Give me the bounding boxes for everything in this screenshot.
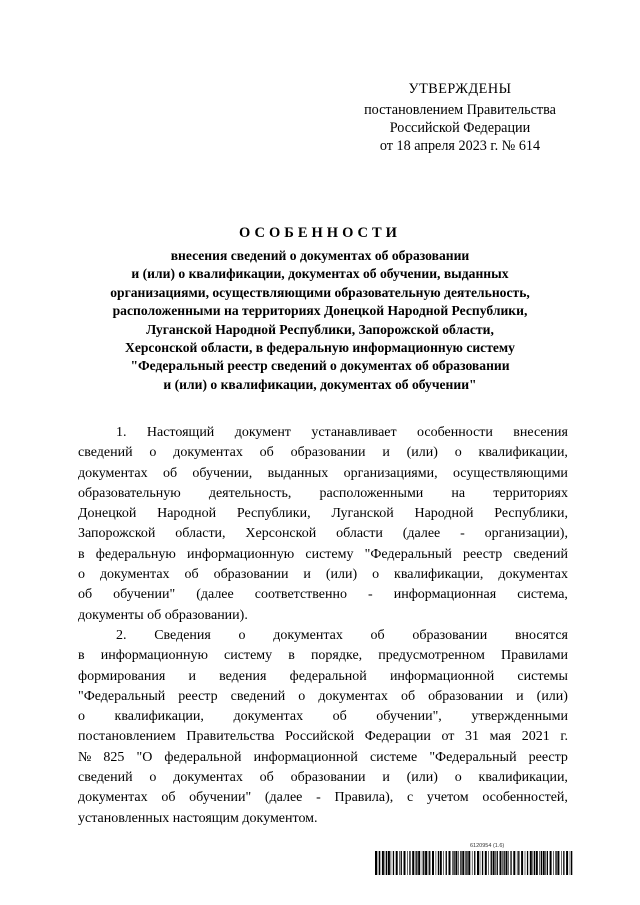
subtitle-line: расположенными на территориях Донецкой Народной Республики, <box>112 303 528 319</box>
paragraph-line: 1. Настоящий документ устанавливает особенности внесения <box>116 425 568 440</box>
subtitle-line: Луганской Народной Республики, Запорожской области, <box>146 321 494 337</box>
paragraph-line: в информационную систему в порядке, предусмотренном Правилами <box>78 648 568 664</box>
paragraph-line: образовательную деятельность, расположенными на территориях <box>78 485 568 501</box>
paragraph-line: Запорожской области, Херсонской области (далее - организации), <box>78 526 568 542</box>
approval-heading: УТВЕРЖДЕНЫ <box>408 81 512 97</box>
subtitle-line: Херсонской области, в федеральную информационную систему <box>125 340 515 356</box>
paragraph-line: документы об образовании). <box>78 607 248 623</box>
paragraph-line: постановлением Правительства Российской Федерации от 31 мая 2021 г. <box>78 729 568 745</box>
paragraph-line: № 825 "О федеральной информационной системе "Федеральный реестр <box>78 749 568 765</box>
document-code: 6120954 (1.6) <box>470 843 505 849</box>
paragraph-line: документах об обучении" (далее - Правила), с учетом особенностей, <box>78 790 568 806</box>
paragraph-line: в федеральную информационную систему "Федеральный реестр сведений <box>78 546 568 562</box>
approval-block <box>330 80 590 155</box>
subtitle-line: внесения сведений о документах об образовании <box>170 248 470 263</box>
document-subtitle <box>80 247 560 394</box>
subtitle-line: и (или) о квалификации, документах об обучении" <box>163 376 477 392</box>
paragraph-line: документах об обучении, выданных организациями, осуществляющими <box>78 465 568 481</box>
paragraph-line: формирования и ведения федеральной информационной системы <box>78 668 568 684</box>
paragraph-line: установленных настоящим документом. <box>78 810 318 826</box>
document-title: ОСОБЕННОСТИ <box>239 225 401 241</box>
paragraph-line: о документах об образовании и (или) о квалификации, документах <box>78 567 568 583</box>
paragraph-line: об обучении" (далее соответственно - информационная система, <box>78 587 568 603</box>
approval-line-1: постановлением Правительства <box>364 102 556 118</box>
subtitle-line: организациями, осуществляющими образовательную деятельность, <box>110 284 530 300</box>
paragraph-line: Донецкой Народной Республики, Луганской Народной Республики, <box>78 506 568 522</box>
document-body <box>78 423 568 829</box>
paragraph-line: о квалификации, документах об обучении", утвержденными <box>78 709 568 725</box>
paragraph-line: сведений о документах об образовании и (или) о квалификации, <box>78 445 568 461</box>
barcode <box>375 851 575 875</box>
approval-line-3: от 18 апреля 2023 г. № 614 <box>379 138 541 154</box>
subtitle-line: и (или) о квалификации, документах об обучении, выданных <box>131 266 509 282</box>
paragraph-line: "Федеральный реестр сведений о документах об образовании и (или) <box>78 688 568 704</box>
paragraph-line: сведений о документах об образовании и (или) о квалификации, <box>78 770 568 786</box>
approval-line-2: Российской Федерации <box>389 120 531 136</box>
paragraph-line: 2. Сведения о документах об образовании вносятся <box>116 627 568 643</box>
subtitle-line: "Федеральный реестр сведений о документах об образовании <box>130 358 510 374</box>
